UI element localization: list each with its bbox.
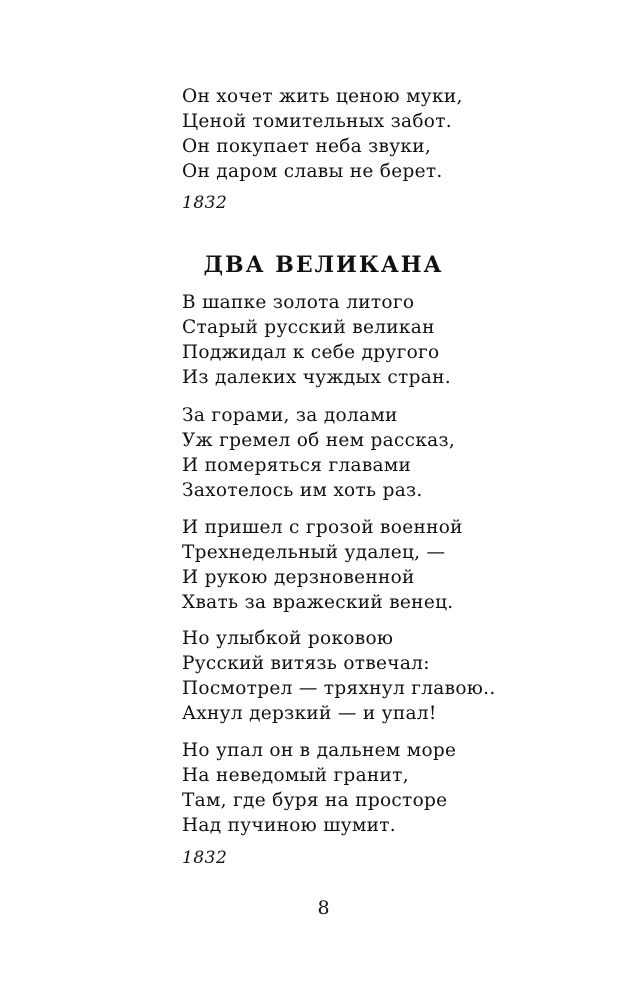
verse-line: Ценой томительных забот. — [182, 111, 452, 132]
verse-line: За горами, за долами — [182, 405, 398, 426]
verse-line: Но улыбкой роковою — [182, 628, 394, 649]
stanza-5 — [182, 738, 582, 838]
verse-line: И рукою дерзновенной — [182, 567, 415, 588]
verse-line: Уж гремел об нем рассказ, — [182, 430, 456, 451]
page-number: 8 — [317, 897, 330, 919]
verse-line: Там, где буря на просторе — [182, 790, 448, 811]
verse-line: Захотелось им хоть раз. — [182, 480, 423, 501]
prev-poem-date: 1832 — [182, 193, 228, 213]
verse-line: Русский витязь отвечал: — [182, 653, 430, 674]
verse-line: На неведомый гранит, — [182, 765, 409, 786]
verse-line: Трехнедельный удалец, — — [182, 542, 446, 563]
verse-line: Посмотрел — тряхнул главою.. — [182, 678, 496, 699]
verse-line: И померяться главами — [182, 455, 412, 476]
verse-line: Но упал он в дальнем море — [182, 740, 457, 761]
verse-line: Над пучиною шумит. — [182, 815, 396, 836]
verse-line: Он даром славы не берет. — [182, 161, 443, 182]
stanza-3 — [182, 515, 582, 615]
stanza-2 — [182, 403, 582, 503]
verse-line: Поджидал к себе другого — [182, 342, 440, 363]
verse-line: Хвать за вражеский венец. — [182, 592, 454, 613]
prev-poem-final-stanza — [182, 84, 582, 184]
verse-line: Он покупает неба звуки, — [182, 136, 432, 157]
verse-line: Из далеких чуждых стран. — [182, 367, 451, 388]
verse-line: И пришел с грозой военной — [182, 517, 463, 538]
verse-line: Старый русский великан — [182, 317, 435, 338]
stanza-1 — [182, 290, 582, 390]
verse-line: В шапке золота литого — [182, 292, 415, 313]
stanza-4 — [182, 626, 582, 726]
poem-date: 1832 — [182, 848, 228, 868]
poem-title: ДВА ВЕЛИКАНА — [203, 252, 444, 278]
verse-line: Ахнул дерзкий — и упал! — [182, 703, 437, 724]
verse-line: Он хочет жить ценою муки, — [182, 86, 463, 107]
